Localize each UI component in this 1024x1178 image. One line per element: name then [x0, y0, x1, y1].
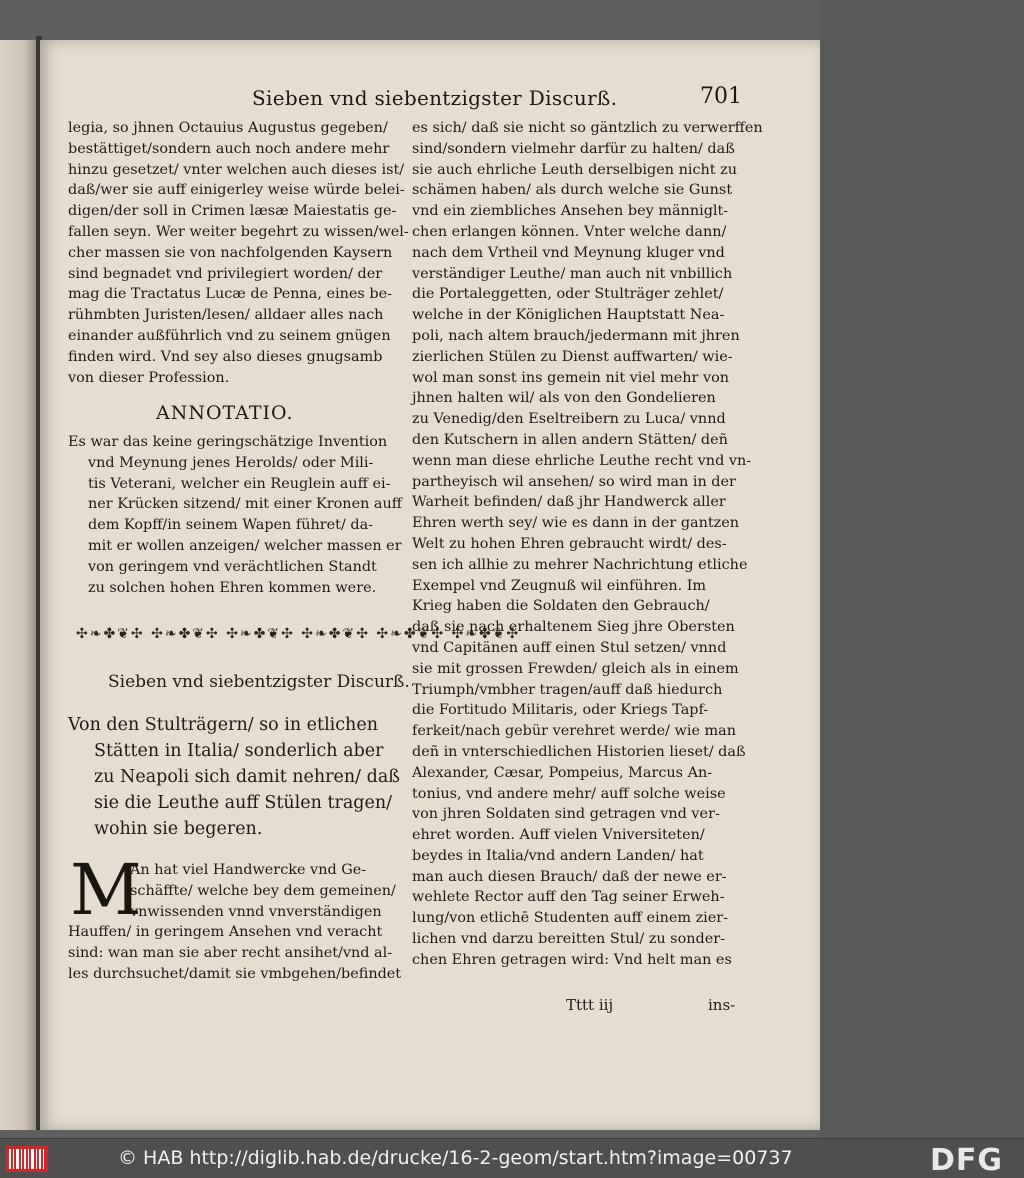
text-line: lichen vnd darzu bereitten Stul/ zu sonder- [412, 931, 725, 948]
text-line: zu Venedig/den Eseltreibern zu Luca/ vnnd [412, 411, 726, 428]
text-line: cher massen sie von nachfolgenden Kaysern [68, 244, 393, 261]
text-line: verständiger Leuthe/ man auch nit vnbillich [412, 265, 733, 282]
text-line: fallen seyn. Wer weiter begehrt zu wissen/wel- [68, 223, 409, 240]
text-line: Warheit befinden/ daß jhr Handwerck aller [412, 494, 726, 511]
text-line: ferkeit/nach gebür verehret werde/ wie man [412, 723, 737, 740]
text-line: nach dem Vrtheil vnd Meynung kluger vnd [412, 244, 725, 261]
text-line: mag die Tractatus Lucæ de Penna, eines be- [68, 286, 392, 303]
text-line: Krieg haben die Soldaten den Gebrauch/ [412, 598, 710, 615]
text-line: daß/wer sie auff einigerley weise würde belei- [68, 182, 405, 199]
text-line: sind/sondern vielmehr darfür zu halten/ daß [412, 140, 735, 157]
text-line: sind begnadet vnd privilegiert worden/ der [68, 265, 383, 282]
text-line: daß sie nach erhaltenem Sieg jhre Obersten [412, 619, 735, 636]
text-line: vnwissenden vnnd vnverständigen [130, 903, 382, 920]
text-line: chen erlangen können. Vnter welche dann/ [412, 223, 727, 240]
text-line: Ehren werth sey/ wie es dann in der gantzen [412, 515, 740, 532]
text-line: Von den Stulträgern/ so in etlichen [68, 715, 378, 735]
text-line: welche in der Königlichen Hauptstatt Nea- [412, 307, 725, 324]
text-line: wehlete Rector auff den Tag seiner Erweh- [412, 889, 725, 906]
text-line: beydes in Italia/vnd andern Landen/ hat [412, 847, 704, 864]
text-line: deñ in vnterschiedlichen Historien lieset/ daß [412, 743, 746, 760]
text-line: schämen haben/ als durch welche sie Gunst [412, 182, 733, 199]
discourse-body-text [68, 860, 400, 985]
text-line: Exempel vnd Zeugnuß wil einführen. Im [412, 577, 707, 594]
text-line: Stätten in Italia/ sonderlich aber [94, 741, 384, 761]
text-line: sen ich allhie zu mehrer Nachrichtung etliche [412, 556, 748, 573]
citation-link[interactable]: © HAB http://diglib.hab.de/drucke/16-2-geom/start.htm?image=00737 [118, 1147, 793, 1169]
text-line: digen/der soll in Crimen læsæ Maiestatis ge- [68, 203, 397, 220]
text-line: sie mit grossen Frewden/ gleich als in einem [412, 660, 739, 677]
text-line: es sich/ daß sie nicht so gäntzlich zu verwerffen [412, 120, 763, 136]
text-line: lung/von etlichē Studenten auff einem zier- [412, 910, 729, 927]
text-line: von dieser Profession. [68, 369, 230, 386]
text-line: vnd ein ziembliches Ansehen bey männiglt- [412, 203, 729, 220]
catchword: ins- [708, 996, 736, 1014]
text-line: zu solchen hohen Ehren kommen were. [88, 579, 377, 596]
text-line: von geringem vnd verächtlichen Standt [88, 558, 377, 575]
text-line: poli, nach altem brauch/jedermann mit jhren [412, 327, 740, 344]
text-line: wohin sie begeren. [94, 819, 263, 839]
running-head: Sieben vnd siebentzigster Discurß. [252, 86, 618, 110]
text-line: tonius, vnd andere mehr/ auff solche weise [412, 785, 726, 802]
ornamental-divider: ✣❧✤❦✣ ✣❧✤❦✣ ✣❧✤❦✣ ✣❧✤❦✣ ✣❧✤❦✣ ✣❧✤❦✣ [76, 626, 521, 642]
text-line: sind: wan man sie aber recht ansihet/vnd al- [68, 945, 393, 962]
text-line: les durchsuchet/damit sie vmbgehen/befindet [68, 965, 402, 982]
barcode-icon [6, 1146, 48, 1172]
text-line: wol man sonst ins gemein nit viel mehr von [412, 369, 730, 386]
text-line: rühmbten Juristen/lesen/ alldaer alles nach [68, 307, 384, 324]
text-line: chen Ehren getragen wird: Vnd helt man es [412, 951, 732, 968]
annotatio-text [68, 432, 403, 598]
footer-bar [0, 1138, 1024, 1178]
text-line: finden wird. Vnd sey also dieses gnugsamb [68, 348, 383, 365]
dfg-logo: DFG [930, 1143, 1004, 1178]
text-line: vnd Meynung jenes Herolds/ oder Mili- [88, 454, 374, 471]
text-line: sie auch ehrliche Leuth derselbigen nicht zu [412, 161, 737, 178]
text-line: partheyisch wil ansehen/ so wird man in der [412, 473, 736, 490]
annotatio-heading: ANNOTATIO. [156, 402, 294, 424]
text-line: schäffte/ welche bey dem gemeinen/ [130, 882, 396, 899]
drop-cap-initial: M [70, 849, 142, 931]
text-line: den Kutschern in allen andern Stätten/ deñ [412, 431, 728, 448]
discourse-subject [68, 712, 400, 842]
text-line: mit er wollen anzeigen/ welcher massen er [88, 537, 402, 554]
previous-page-edge [0, 40, 36, 1130]
text-line: An hat viel Handwercke vnd Ge- [130, 862, 367, 878]
text-line: bestättiget/sondern auch noch andere mehr [68, 140, 390, 157]
text-line: die Fortitudo Militaris, oder Kriegs Tapf- [412, 702, 709, 719]
text-line: tis Veterani, welcher ein Reuglein auff ei- [88, 475, 391, 492]
text-line: zu Neapoli sich damit nehren/ daß [94, 767, 400, 787]
text-line: jhnen halten wil/ als von den Gondelieren [412, 390, 716, 407]
text-line: die Portaleggetten, oder Stulträger zehlet/ [412, 286, 724, 303]
text-line: von jhren Soldaten sind getragen vnd ver- [412, 806, 720, 823]
page-number: 701 [700, 84, 742, 109]
text-line: Alexander, Cæsar, Pompeius, Marcus An- [412, 764, 713, 781]
text-line: zierlichen Stülen zu Dienst auffwarten/ wie- [412, 348, 733, 365]
text-line: man auch diesen Brauch/ daß der newe er- [412, 868, 727, 885]
text-line: Welt zu hohen Ehren gebraucht wirdt/ des- [412, 535, 727, 552]
text-line: dem Kopff/in seinem Wapen führet/ da- [88, 517, 374, 534]
text-line: ehret worden. Auff vielen Vniversiteten/ [412, 827, 705, 844]
text-line: hinzu gesetzet/ vnter welchen auch dieses ist/ [68, 161, 405, 178]
left-column-text [68, 118, 409, 388]
text-line: legia, so jhnen Octauius Augustus gegeben/ [68, 120, 388, 136]
text-line: einander außführlich vnd zu seinem gnügen [68, 327, 391, 344]
text-line: Triumph/vmbher tragen/auff daß hiedurch [412, 681, 723, 698]
text-line: sie die Leuthe auff Stülen tragen/ [94, 793, 393, 813]
text-line: Hauffen/ in geringem Ansehen vnd veracht [68, 924, 383, 941]
text-line: wenn man diese ehrliche Leuthe recht vnd vn- [412, 452, 752, 469]
right-column-text [412, 118, 763, 971]
discourse-heading: Sieben vnd siebentzigster Discurß. [108, 672, 410, 692]
text-line: ner Krücken sitzend/ mit einer Kronen auff [88, 496, 403, 513]
text-line: vnd Capitänen auff einen Stul setzen/ vnnd [412, 639, 727, 656]
viewer-margin [820, 0, 1024, 1138]
text-line: Es war das keine geringschätzige Invention [68, 434, 388, 450]
signature-mark: Tttt iij [566, 996, 614, 1014]
